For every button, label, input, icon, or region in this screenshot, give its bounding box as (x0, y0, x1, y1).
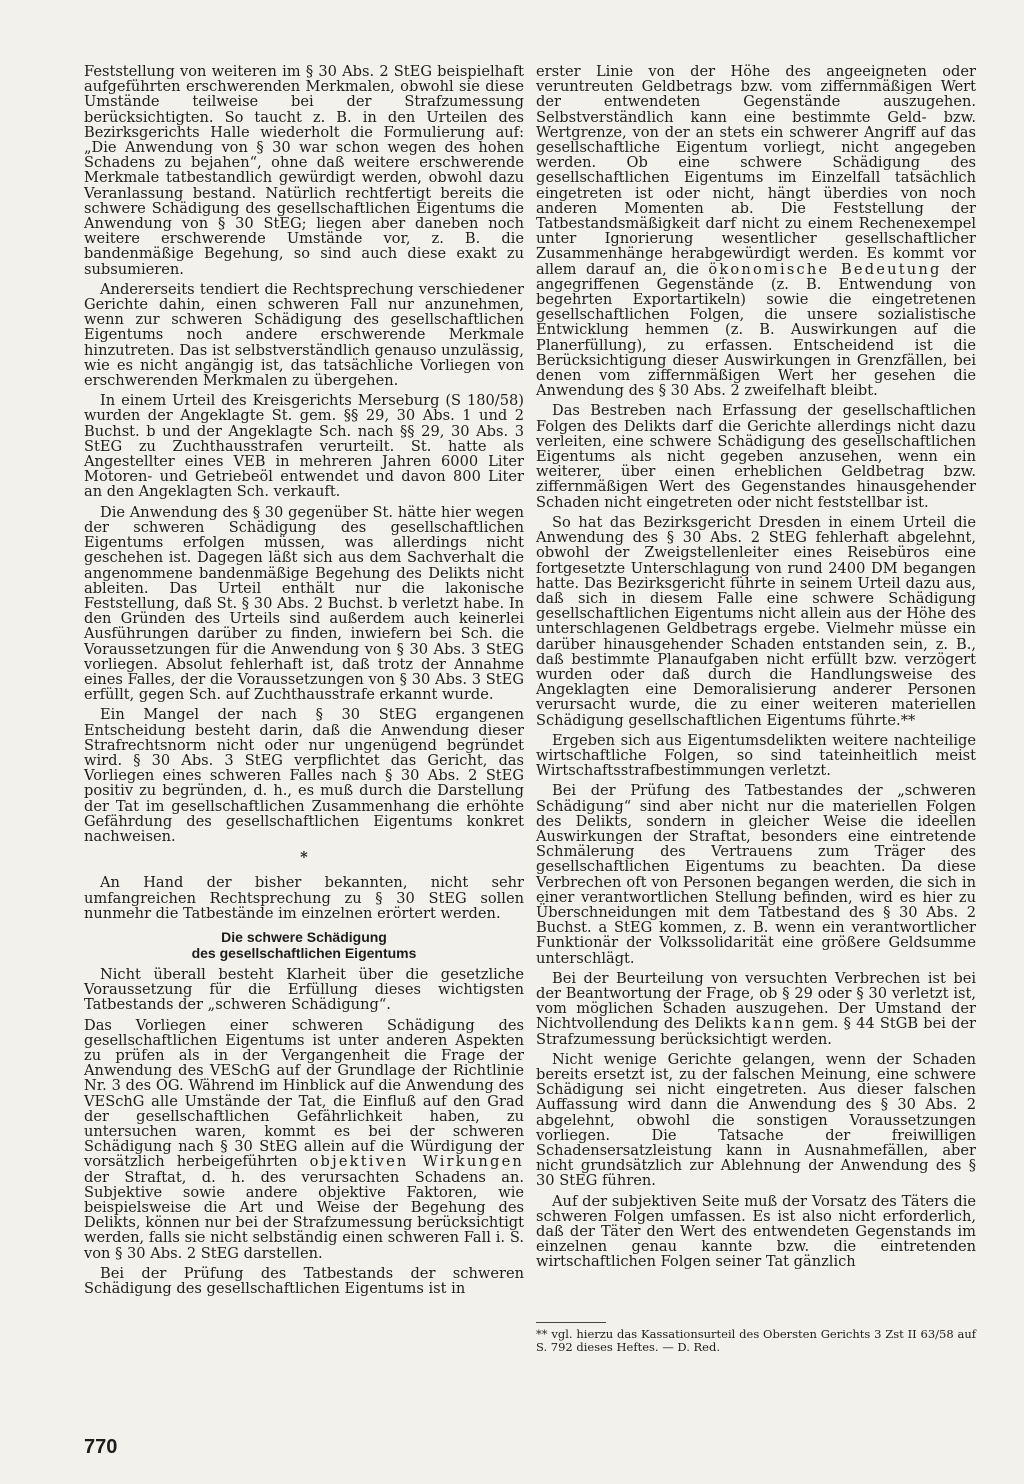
text-run: der angegriffenen Gegenstände (z. B. Entwendung von begehrten Exportartikeln) sowie die eingetretenen gesellschaftlichen Folgen, die unsere sozialistische Entwicklung hemmen (z. B. Auswirkungen auf die Planerfüllung), zu erfassen. Entscheidend ist die Berücksichtigung dieser Auswirkungen in Grenzfällen, bei denen vom ziffernmäßigen Wert her gesehen die Anwendung des § 30 Abs. 2 zweifelhaft bleibt. (536, 260, 977, 400)
emphasis-text: ökonomische Bedeutung (708, 260, 942, 278)
paragraph: Auf der subjektiven Seite muß der Vorsatz des Täters die schweren Folgen umfassen. Es ist also nicht erforderlich, daß der Täter den Wert des entwendeten Gegenstands im einzelnen genau kannte bzw. die eintretenden wirtschaftlichen Folgen seiner Tat gänzlich (536, 1192, 976, 1271)
paragraph: Bei der Prüfung des Tatbestands der schweren Schädigung des gesellschaftlichen Eigentums ist in (84, 1264, 524, 1298)
paragraph: Andererseits tendiert die Rechtsprechung verschiedener Gerichte dahin, einen schweren Fall nur anzunehmen, wenn zur schweren Schädigung des gesellschaftlichen Eigentums noch andere erschwerende Merkmale hinzutreten. Das ist selbstverständlich genauso unzulässig, wie es nicht angängig ist, das tatsächliche Vorliegen von erschwerenden Merkmalen zu übergehen. (84, 280, 524, 390)
text-run: Das Vorliegen einer schweren Schädigung des gesellschaftlichen Eigentums ist unter anderen Aspekten zu prüfen als in der Vergangenheit die Frage der Anwendung des VESchG auf der Grundlage der Richtlinie Nr. 3 des OG. Während im Hinblick auf die Anwendung des VESchG alle Umstände der Tat, die Einfluß auf den Grad der gesellschaftlichen Gefährlichkeit haben, zu untersuchen waren, kommt es bei der schweren Schädigung nach § 30 StEG allein auf die Würdigung der vorsätzlich herbeigeführten (84, 1016, 524, 1171)
text-run: erster Linie von der Höhe des angeeigneten oder veruntreuten Geldbetrags bzw. vom ziffernmäßigen Wert der entwendeten Gegenstände auszugehen. Selbstverständlich kann eine bestimmte Geld- bzw. Wertgrenze, von der an stets ein schwerer Angriff auf das gesellschaftliche Eigentum vorliegt, nicht angegeben werden. Ob eine schwere Schädigung des gesellschaftlichen Eigentums im Einzelfall tatsächlich eingetreten ist oder nicht, hängt überdies von noch anderen Momenten ab. Die Feststellung der Tatbestandsmäßigkeit darf nicht zu einem Rechenexempel unter Ignorierung wesentlicher gesellschaftlicher Zusammenhänge herabgewürdigt werden. Es kommt vor allem darauf an, die (536, 63, 976, 278)
paragraph (84, 1018, 524, 1261)
paragraph: So hat das Bezirksgericht Dresden in einem Urteil die Anwendung des § 30 Abs. 2 StEG fehlerhaft abgelehnt, obwohl der Zweigstellenleiter eines Reisebüros eine fortgesetzte Unterschlagung von rund 2400 DM begangen hatte. Das Bezirksgericht führte in seinem Urteil dazu aus, daß sich in diesem Falle eine schwere Schädigung gesellschaftlichen Eigentums nicht allein aus der Höhe des unterschlagenen Geldbetrags ergebe. Vielmehr müsse ein darüber hinausgehender Schaden entstanden sein, z. B., daß bestimmte Planaufgaben nicht erfüllt bzw. verzögert wurden oder daß durch die Handlungsweise des Angeklagten eine Demoralisierung anderer Personen verursacht wurde, die zu einer weiteren materiellen Schädigung gesellschaftlichen Eigentums führte.** (536, 513, 976, 729)
paragraph: Bei der Prüfung des Tatbestandes der „schweren Schädigung“ sind aber nicht nur die materiellen Folgen des Delikts, sondern in gleicher Weise die ideellen Auswirkungen der Straftat, besonders eine eintretende Schmälerung des Vertrauens zum Träger des gesellschaftlichen Eigentums zu beachten. Da diese Verbrechen oft von Personen begangen werden, die sich in einer verantwortlichen Stellung befinden, wird es hier zu Überschneidungen mit dem Tatbestand des § 30 Abs. 2 Buchst. a StEG kommen, z. B. wenn ein verantwortlicher Funktionär der Volkssolidarität eine größere Geldsumme unterschlägt. (536, 782, 976, 967)
section-separator: * (300, 849, 308, 867)
emphasis-text: objektiven Wirkungen (309, 1153, 524, 1171)
paragraph: Nicht überall besteht Klarheit über die gesetzliche Voraussetzung für die Erfüllung dieses wichtigsten Tatbestands der „schweren Schädigung“. (84, 965, 524, 1014)
heading-line: Die schwere Schädigung (221, 928, 387, 945)
paragraph (536, 64, 976, 398)
text-run: Bei der Beurteilung von versuchten Verbrechen ist bei der Beantwortung der Frage, ob § 29 oder § 30 verletzt ist, vom möglichen Schaden auszugehen. Der Umstand der Nichtvollendung des Delikts (536, 969, 976, 1033)
paragraph (536, 971, 976, 1047)
left-column (84, 64, 524, 1301)
heading-line: des gesellschaftlichen Eigentums (191, 944, 417, 961)
footnote-divider (536, 1322, 606, 1323)
paragraph: Ein Mangel der nach § 30 StEG ergangenen Entscheidung besteht darin, daß die Anwendung dieser Strafrechtsnorm nicht oder nur ungenügend begründet wird. § 30 Abs. 3 StEG verpflichtet das Gericht, das Vorliegen eines schweren Falles nach § 30 Abs. 2 StEG positiv zu begründen, d. h., es muß durch die Darstellung der Tat im gesellschaftlichen Zusammenhang die erhöhte Gefährdung des gesellschaftlichen Eigentums konkret nachweisen. (84, 706, 524, 845)
text-run: gem. § 44 StGB bei der Strafzumessung berücksichtigt werden. (536, 1015, 977, 1048)
paragraph: Ergeben sich aus Eigentumsdelikten weitere nachteilige wirtschaftliche Folgen, so sind tateinheitlich meist Wirtschaftsstrafbestimmungen verletzt. (536, 731, 976, 780)
right-column (536, 63, 977, 1354)
emphasis-text: kann (751, 1015, 797, 1033)
section-heading (84, 929, 524, 961)
paragraph: Das Bestreben nach Erfassung der gesellschaftlichen Folgen des Delikts darf die Gerichte allerdings nicht dazu verleiten, eine schwere Schädigung des gesellschaftlichen Eigentums als nicht gegeben anzusehen, wenn ein weiterer, über einen erheblichen Geldbetrag bzw. ziffernmäßigen Wert des Gegenstandes hinausgehender Schaden nicht eingetreten oder nicht feststellbar ist. (536, 402, 976, 511)
paragraph: Die Anwendung des § 30 gegenüber St. hätte hier wegen der schweren Schädigung des gesellschaftlichen Eigentums erfolgen müssen, was allerdings nicht geschehen ist. Dagegen läßt sich aus dem Sachverhalt die angenommene bandenmäßige Begehung des Delikts nicht ableiten. Das Urteil enthält nur die lakonische Feststellung, daß St. § 30 Abs. 2 Buchst. b verletzt habe. In den Gründen des Urteils sind außerdem auch keinerlei Ausführungen darüber zu finden, inwiefern bei Sch. die Voraussetzungen für die Anwendung von § 30 Abs. 3 StEG vorliegen. Absolut fehlerhaft ist, daß trotz der Annahme eines Falles, der die Voraussetzungen von § 30 Abs. 3 StEG erfüllt, gegen Sch. auf Zuchthausstrafe erkannt wurde. (84, 503, 524, 704)
text-run: der Straftat, d. h. des verursachten Schadens an. Subjektive sowie andere objektive Faktoren, wie beispielsweise die Art und Weise der Begehung des Delikts, können nur bei der Strafzumessung berücksichtigt werden, falls sie nicht selbständig einen schweren Fall i. S. von § 30 Abs. 2 StEG darstellen. (84, 1168, 524, 1262)
paragraph: Nicht wenige Gerichte gelangen, wenn der Schaden bereits ersetzt ist, zu der falschen Meinung, eine schwere Schädigung sei nicht eingetreten. Aus dieser falschen Auffassung wird dann die Anwendung des § 30 Abs. 2 abgelehnt, obwohl die sonstigen Voraussetzungen vorliegen. Die Tatsache der freiwilligen Schadensersatzleistung kann in Ausnahmefällen, aber nicht grundsätzlich zur Ablehnung der Anwendung des § 30 StEG führen. (536, 1050, 976, 1190)
paragraph: In einem Urteil des Kreisgerichts Merseburg (S 180/58) wurden der Angeklagte St. gem. §§ 29, 30 Abs. 1 und 2 Buchst. b und der Angeklagte Sch. nach §§ 29, 30 Abs. 3 StEG zu Zuchthausstrafen verurteilt. St. hatte als Angestellter eines VEB in mehreren Jahren 6000 Liter Motoren- und Getriebeöl entwendet und davon 800 Liter an den Angeklagten Sch. verkauft. (84, 392, 524, 501)
page-number: 770 (84, 1436, 118, 1458)
footnote: ** vgl. hierzu das Kassationsurteil des Obersten Gerichts 3 Zst II 63/58 auf S. 792 dieses Heftes. — D. Red. (536, 1327, 976, 1354)
paragraph: An Hand der bisher bekannten, nicht sehr umfangreichen Rechtsprechung zu § 30 StEG sollen nunmehr die Tatbestände im einzelnen erörtert werden. (84, 874, 524, 922)
paragraph: Feststellung von weiteren im § 30 Abs. 2 StEG beispielhaft aufgeführten erschwerenden Merkmalen, obwohl sie diese Umstände teilweise bei der Strafzumessung berücksichtigten. So taucht z. B. in den Urteilen des Bezirksgerichts Halle wiederholt die Formulierung auf: „Die Anwendung von § 30 war schon wegen des hohen Schadens zu bejahen“, ohne daß weitere erschwerende Merkmale tatbestandlich gewürdigt werden, obwohl dazu Veranlassung bestand. Natürlich rechtfertigt bereits die schwere Schädigung des gesellschaftlichen Eigentums die Anwendung von § 30 StEG; liegen aber daneben noch weitere erschwerende Umstände vor, z. B. die bandenmäßige Begehung, so sind auch diese exakt zu subsumieren. (84, 63, 524, 278)
